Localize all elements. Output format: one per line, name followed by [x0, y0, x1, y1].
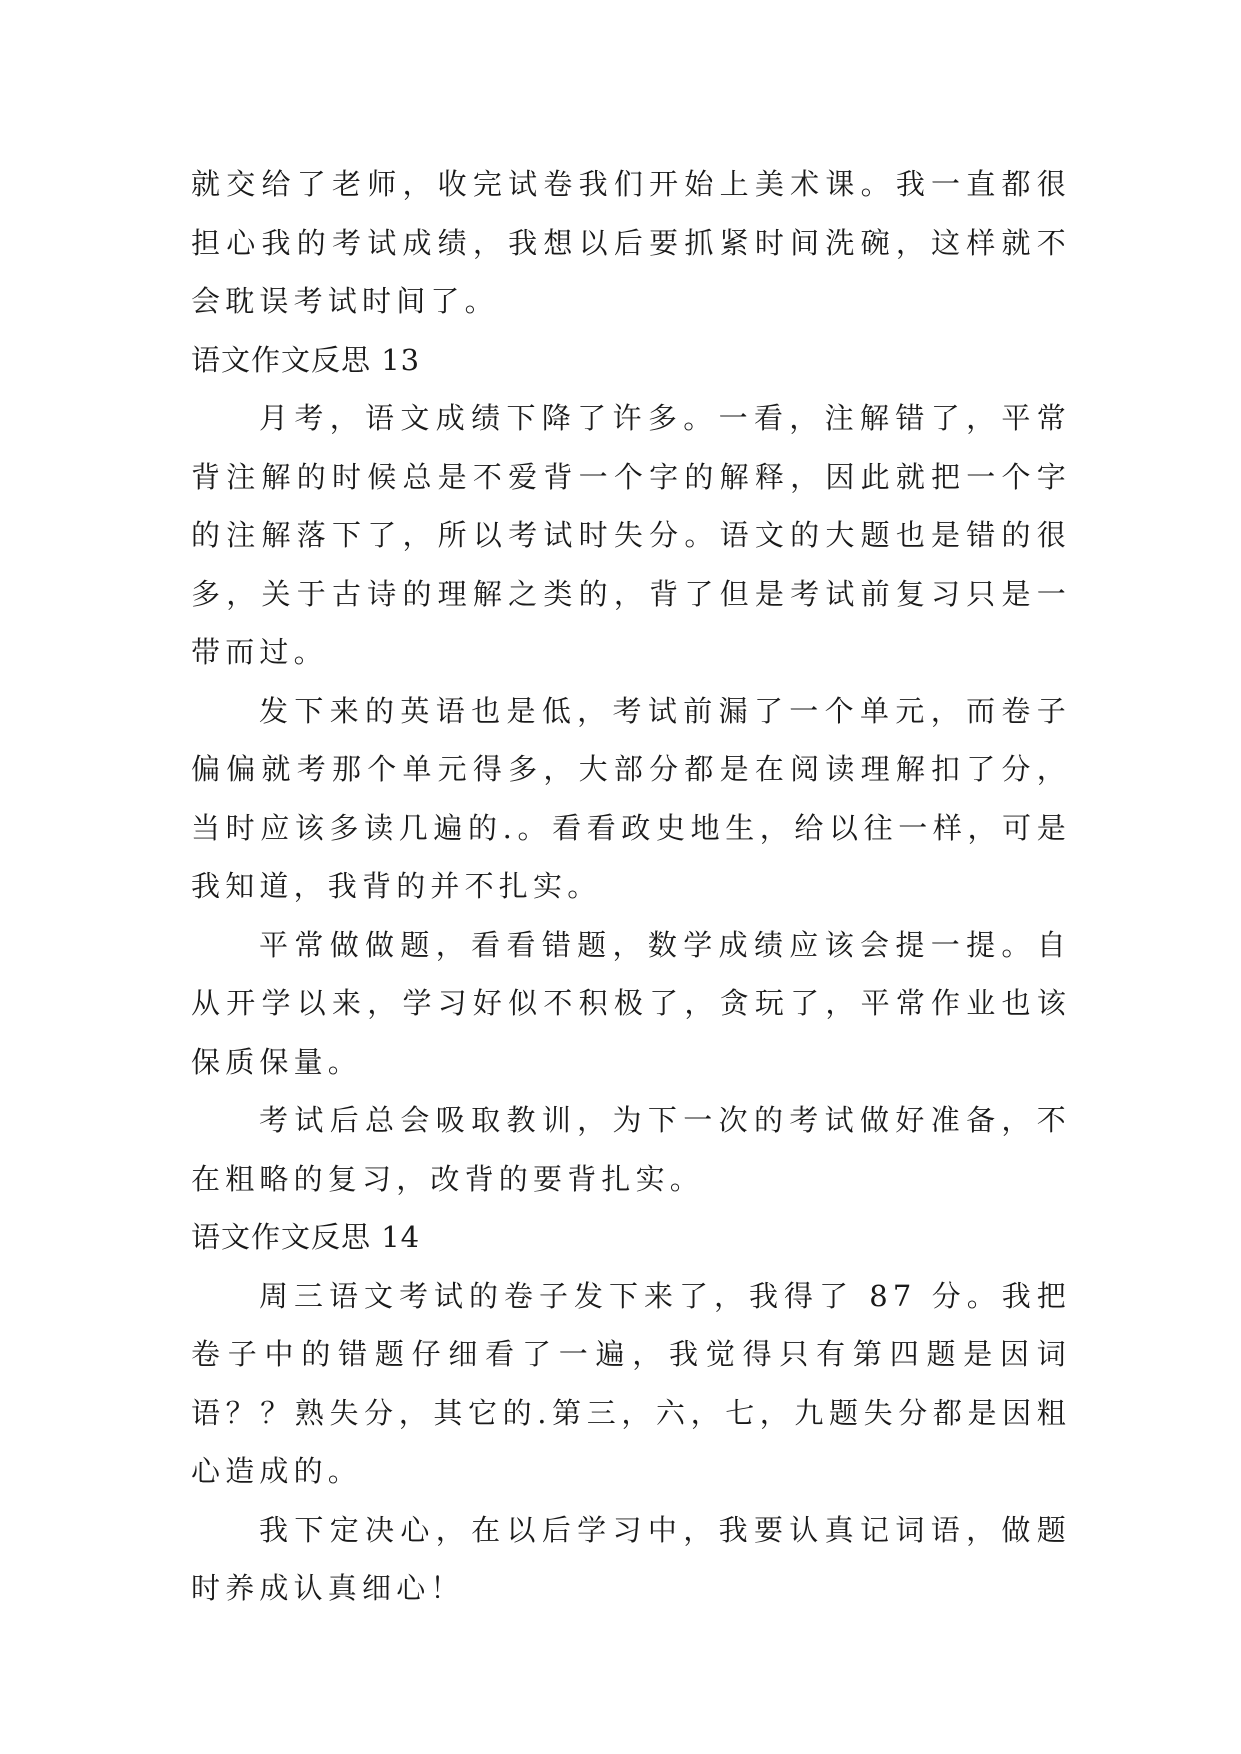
paragraph: 我下定决心，在以后学习中，我要认真记词语，做题时养成认真细心！: [191, 1512, 1071, 1605]
paragraph: 周三语文考试的卷子发下来了，我得了 87 分。我把卷子中的错题仔细看了一遍，我觉得只有第四题是因词语？？熟失分，其它的.第三，六，七，九题失分都是因粗心造成的。: [191, 1278, 1071, 1488]
paragraph: 平常做做题，看看错题，数学成绩应该会提一提。自从开学以来，学习好似不积极了，贪玩了，平常作业也该保质保量。: [191, 927, 1071, 1079]
section-heading-13: 语文作文反思 13: [191, 342, 421, 377]
paragraph: 考试后总会吸取教训，为下一次的考试做好准备，不在粗略的复习，改背的要背扎实。: [191, 1103, 1071, 1196]
paragraph: 发下来的英语也是低，考试前漏了一个单元，而卷子偏偏就考那个单元得多，大部分都是在阅读理解扣了分，当时应该多读几遍的.。看看政史地生，给以往一样，可是我知道，我背的并不扎实。: [191, 693, 1071, 903]
document-page: [191, 155, 1071, 1618]
section-heading-14: 语文作文反思 14: [191, 1220, 421, 1254]
paragraph-continuation: 就交给了老师，收完试卷我们开始上美术课。我一直都很担心我的考试成绩，我想以后要抓紧时间洗碗，这样就不会耽误考试时间了。: [191, 167, 1071, 318]
paragraph: 月考，语文成绩下降了许多。一看，注解错了，平常背注解的时候总是不爱背一个字的解释，因此就把一个字的注解落下了，所以考试时失分。语文的大题也是错的很多，关于古诗的理解之类的，背了但是考试前复习只是一带而过。: [191, 401, 1071, 669]
